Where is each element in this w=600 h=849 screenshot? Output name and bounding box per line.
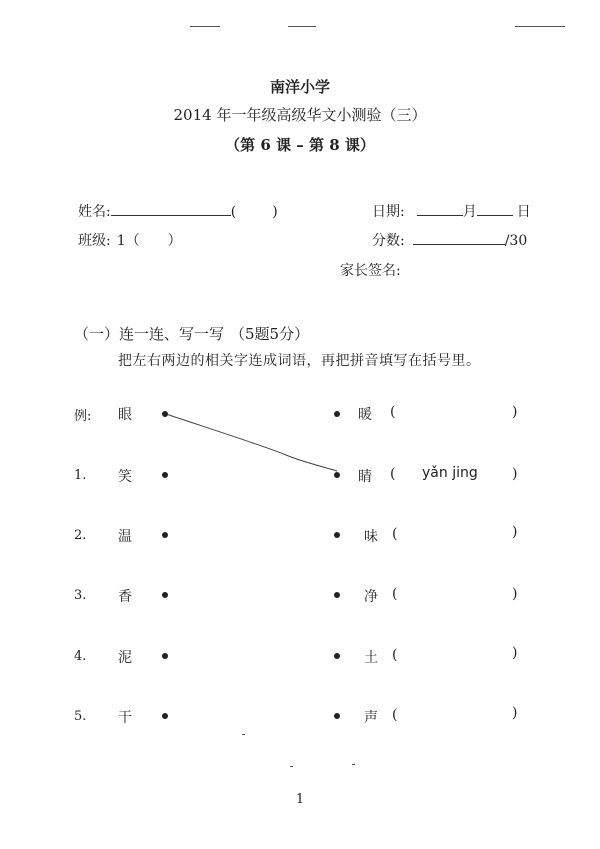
row-number: 例: xyxy=(74,409,92,424)
row-number: 4. xyxy=(74,649,87,664)
answer-paren-open: ( xyxy=(392,647,398,663)
left-dot[interactable] xyxy=(162,411,168,417)
left-character: 干 xyxy=(118,710,132,726)
scan-artifact xyxy=(242,734,245,735)
left-character: 温 xyxy=(118,529,132,545)
quiz-title: 2014 年一年级高级华文小测验（三） xyxy=(173,106,427,124)
right-dot[interactable] xyxy=(334,713,340,719)
left-character: 眼 xyxy=(118,407,132,423)
answer-paren-open: ( xyxy=(392,526,398,542)
right-character: 味 xyxy=(364,529,378,545)
school-name: 南洋小学 xyxy=(269,78,330,96)
answer-paren-close: ) xyxy=(512,466,518,482)
right-character: 土 xyxy=(364,650,378,666)
parent-signature-label: 家长签名: xyxy=(340,263,401,279)
answer-paren-open: ( xyxy=(392,707,398,723)
answer-paren-open: ( xyxy=(390,466,396,482)
day-label: 日 xyxy=(516,204,531,220)
answer-paren-close: ) xyxy=(512,586,518,602)
left-dot[interactable] xyxy=(162,472,168,478)
row-number: 5. xyxy=(74,709,87,724)
month-label: 月 xyxy=(462,204,477,220)
lesson-range: （第 6 课 – 第 8 课） xyxy=(225,136,375,154)
pinyin-answer[interactable]: yǎn jing xyxy=(422,465,478,481)
row-number: 3. xyxy=(74,588,87,603)
page-number: 1 xyxy=(295,792,305,807)
section-title: （一）连一连、写一写 xyxy=(74,325,225,343)
answer-paren-open: ( xyxy=(390,404,396,420)
scan-artifact xyxy=(352,764,355,765)
left-dot[interactable] xyxy=(162,592,168,598)
right-dot[interactable] xyxy=(334,472,340,478)
right-dot[interactable] xyxy=(334,411,340,417)
scan-artifact xyxy=(290,766,293,767)
answer-paren-close: ) xyxy=(512,524,518,540)
section-instruction: 把左右两边的相关字连成词语，再把拼音填写在括号里。 xyxy=(118,353,481,369)
name-paren-open: ( xyxy=(230,204,237,220)
right-dot[interactable] xyxy=(334,592,340,598)
score-total: /30 xyxy=(504,233,528,249)
class-value: 1（ ） xyxy=(116,233,182,249)
right-character: 暖 xyxy=(358,407,372,423)
score-label: 分数: xyxy=(372,233,405,249)
left-character: 笑 xyxy=(118,469,132,485)
left-character: 泥 xyxy=(118,650,132,666)
date-label: 日期: xyxy=(372,204,405,220)
answer-paren-open: ( xyxy=(392,586,398,602)
scan-artifact xyxy=(515,26,565,27)
class-label: 班级: xyxy=(78,233,111,249)
section-points: （5题5分） xyxy=(230,325,310,343)
row-number: 1. xyxy=(74,468,87,483)
left-dot[interactable] xyxy=(162,532,168,538)
left-dot[interactable] xyxy=(162,653,168,659)
right-character: 睛 xyxy=(358,469,372,485)
row-number: 2. xyxy=(74,528,87,543)
right-character: 声 xyxy=(364,710,378,726)
answer-paren-close: ) xyxy=(512,645,518,661)
right-character: 净 xyxy=(364,589,378,605)
scan-artifact xyxy=(288,26,316,27)
left-dot[interactable] xyxy=(162,713,168,719)
name-paren-close: ) xyxy=(272,204,278,220)
right-dot[interactable] xyxy=(334,653,340,659)
left-character: 香 xyxy=(118,589,132,605)
scan-artifact xyxy=(190,26,220,27)
answer-paren-close: ) xyxy=(512,705,518,721)
name-label: 姓名: xyxy=(78,204,111,220)
right-dot[interactable] xyxy=(334,532,340,538)
answer-paren-close: ) xyxy=(512,404,518,420)
